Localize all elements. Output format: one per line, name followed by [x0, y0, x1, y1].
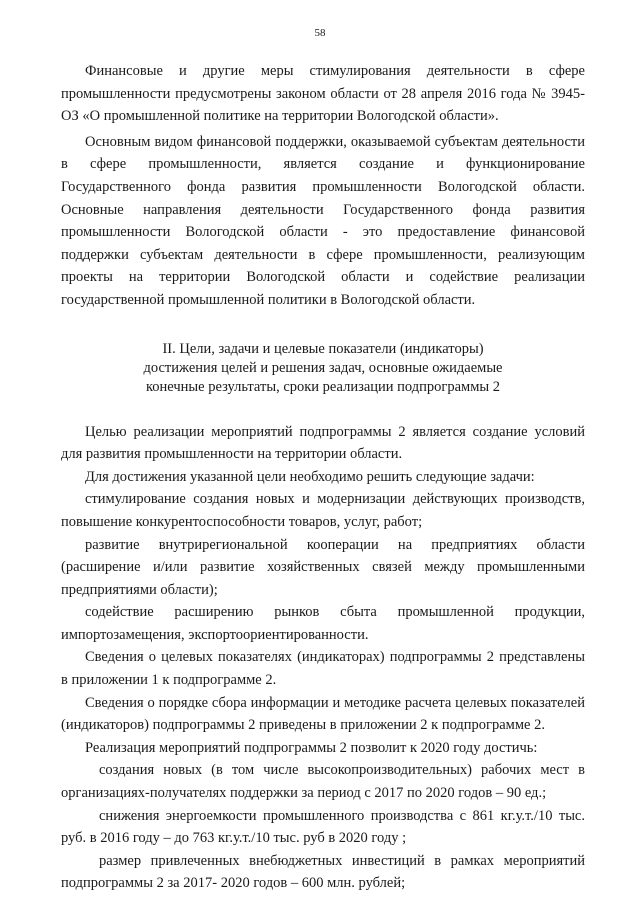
task-item: стимулирование создания новых и модернизации действующих производств, повышение конкурентоспособности товаров, услуг, работ; [61, 491, 585, 530]
paragraph-incentives: Финансовые и другие меры стимулирования деятельности в сфере промышленности предусмотрены законом области от 28 апреля 2016 года № 3945-ОЗ «О промышленной политике на территории Вологодской области». [61, 63, 585, 125]
result-item: создания новых (в том числе высокопроизводительных) рабочих мест в организациях-получателях поддержки за период с 2017 по 2020 годов – 90 ед.; [61, 762, 585, 802]
section-heading-line: II. Цели, задачи и целевые показатели (индикаторы) [162, 340, 484, 357]
paragraph-goal: Целью реализации мероприятий подпрограммы 2 является создание условий для развития промышленности на территории области. [61, 423, 585, 463]
page-number: 58 [314, 27, 326, 39]
section-heading-line: конечные результаты, сроки реализации подпрограммы 2 [145, 378, 501, 395]
section-heading-line: достижения целей и решения задач, основные ожидаемые [143, 359, 503, 376]
result-item: размер привлеченных внебюджетных инвестиций в рамках мероприятий подпрограммы 2 за 2017- 2020 годов – 600 млн. рублей; [61, 852, 585, 892]
paragraph-methodology: Сведения о порядке сбора информации и методике расчета целевых показателей (индикаторов) подпрограммы 2 приведены в приложении 2 к подпрограмме 2. [61, 694, 585, 734]
document-body [61, 60, 585, 895]
paragraph-indicators: Сведения о целевых показателях (индикаторах) подпрограммы 2 представлены в приложении 1 к подпрограмме 2. [61, 649, 585, 689]
task-item: развитие внутрирегиональной кооперации на предприятиях области (расширение и/или развитие хозяйственных связей между промышленными предприятиями области); [61, 536, 585, 598]
task-item: содействие расширению рынков сбыта промышленной продукции, импортозамещения, экспортоориентированности. [61, 604, 585, 643]
paragraph-tasks-intro: Для достижения указанной цели необходимо решить следующие задачи: [85, 468, 535, 485]
result-item: снижения энергоемкости промышленного производства с 861 кг.у.т./10 тыс. руб. в 2016 году – до 763 кг.у.т./10 тыс. руб в 2020 году ; [61, 807, 585, 847]
section-heading [61, 340, 585, 397]
paragraph-results-intro: Реализация мероприятий подпрограммы 2 позволит к 2020 году достичь: [85, 739, 538, 756]
paragraph-financial-support: Основным видом финансовой поддержки, оказываемой субъектам деятельности в сфере промышленности, является создание и функционирование Государственного фонда развития промышленности Вологодской области. Основные направления деятельности Государственного фонда развития промышленности Вологодской области - это предоставление финансовой поддержки субъектам деятельности в сфере промышленности, реализующим проекты на территории Вологодской области и содействие реализации государственной промышленной политики в Вологодской области. [61, 133, 585, 308]
